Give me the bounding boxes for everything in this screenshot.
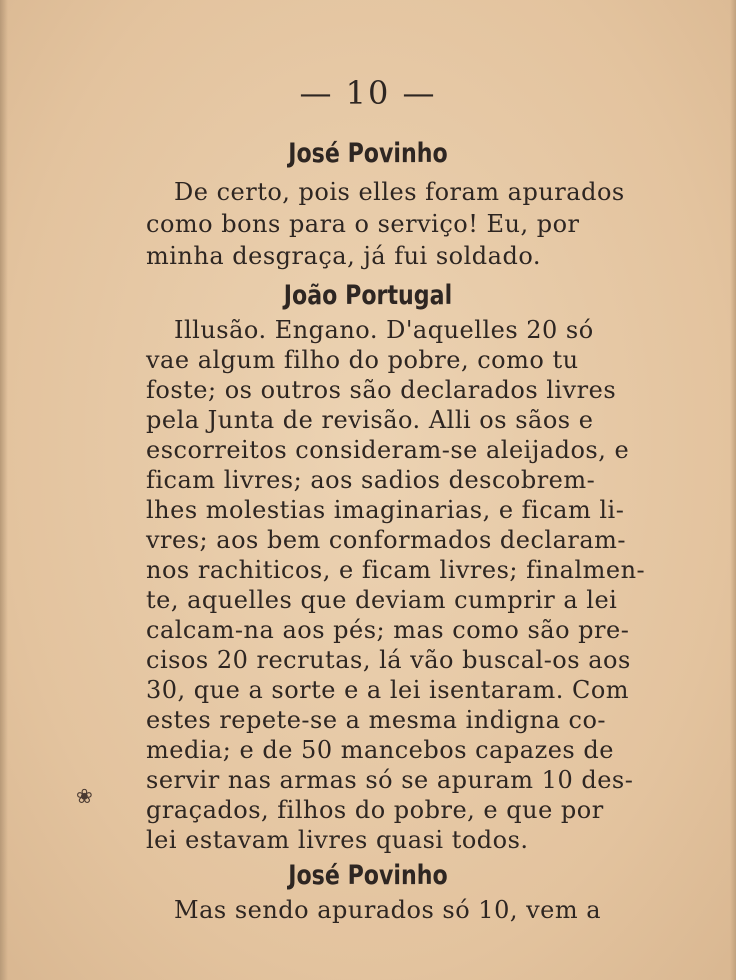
flower-ornament-icon: ❀ bbox=[76, 784, 93, 808]
text-line: lhes molestias imaginarias, e ficam li- bbox=[146, 496, 625, 524]
text-line: 30, que a sorte e a lei isentaram. Com bbox=[146, 676, 630, 704]
text-line: Mas sendo apurados só 10, vem a bbox=[174, 896, 602, 924]
text-line: foste; os outros são declarados livres bbox=[146, 376, 617, 404]
text-line: pela Junta de revisão. Alli os sãos e bbox=[146, 406, 594, 434]
text-line: calcam-na aos pés; mas como são pre- bbox=[146, 616, 630, 644]
page-right-edge bbox=[730, 0, 736, 980]
text-line: De certo, pois elles foram apurados bbox=[174, 178, 625, 206]
text-line: servir nas armas só se apuram 10 des- bbox=[146, 766, 634, 794]
text-line: lei estavam livres quasi todos. bbox=[146, 826, 529, 854]
text-line: te, aquelles que deviam cumprir a lei bbox=[146, 586, 618, 614]
text-line: minha desgraça, já fui soldado. bbox=[146, 242, 541, 270]
page-number: — 10 — bbox=[299, 74, 437, 112]
text-line: vres; aos bem conformados declaram- bbox=[146, 526, 627, 554]
text-line: graçados, filhos do pobre, e que por bbox=[146, 796, 604, 824]
speaker-name: José Povinho bbox=[288, 860, 448, 891]
text-line: media; e de 50 mancebos capazes de bbox=[146, 736, 614, 764]
text-line: Illusão. Engano. D'aquelles 20 só bbox=[174, 316, 594, 344]
page-left-edge bbox=[0, 0, 8, 980]
speaker-name: João Portugal bbox=[283, 280, 453, 311]
text-line: nos rachiticos, e ficam livres; finalmen- bbox=[146, 556, 646, 584]
text-line: escorreitos consideram-se aleijados, e bbox=[146, 436, 630, 464]
text-line: cisos 20 recrutas, lá vão buscal-os aos bbox=[146, 646, 631, 674]
text-line: ficam livres; aos sadios descobrem- bbox=[146, 466, 596, 494]
text-line: vae algum filho do pobre, como tu bbox=[146, 346, 579, 374]
text-line: como bons para o serviço! Eu, por bbox=[146, 210, 580, 238]
text-line: estes repete-se a mesma indigna co- bbox=[146, 706, 606, 734]
speaker-name: José Povinho bbox=[288, 138, 448, 169]
